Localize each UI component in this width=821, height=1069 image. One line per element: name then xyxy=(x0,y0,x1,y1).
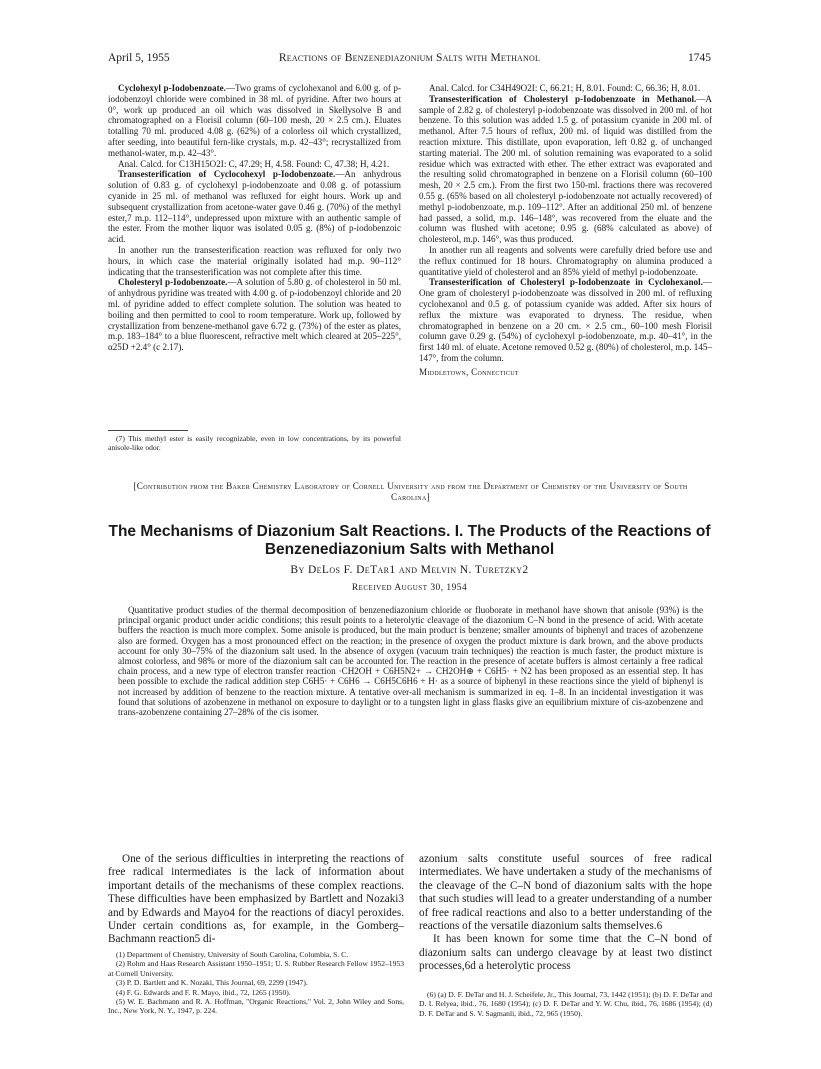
body-right-column xyxy=(419,853,712,974)
paragraph-another-run: In another run the transesterification reaction was refluxed for only two hours, in which case the material originally isolated had m.p. 90–112° indicating that the transesterification was not complete after this time. xyxy=(108,244,401,277)
paragraph-text: —A solution of 5.80 g. of cholesterol in 50 ml. of anhydrous pyridine was treated with 4.00 g. of p-iodobenzoyl chloride and 20 ml. of pyridine added to effect complete solution. The solution was heated to boiling and then permitted to cool to room temperature. Work up, followed by crystallization from benzene-methanol gave 6.72 g. (73%) of the ester as plates, m.p. 183–184° to a blue fluorescent, refractive melt which cleared at 205–225°, α25D +2.4° (c 2.17). xyxy=(108,277,401,353)
body-paragraph-continued: azonium salts constitute useful sources of free radical intermediates. We have undertaken a study of the mechanisms of the cleavage of the C–N bond of diazonium salts with the hope that such studies will lead to a greater understanding of a number of free radical reactions and also to a better understanding of the reactions of the versatile diazonium salts themselves.6 xyxy=(419,853,712,933)
paragraph-another-run-dried: In another run all reagents and solvents were carefully dried before use and the reflux continued for 18 hours. Chromatography on alumina produced a quantitative yield of cholesterol and an 85% yield of methyl p-iodobenzoate. xyxy=(419,244,712,277)
paragraph-cyclohexyl xyxy=(108,83,401,159)
paragraph-text: —An anhydrous solution of 0.83 g. of cyclohexyl p-iodobenzoate and 0.08 g. of potassium cyanide in 25 ml. of methanol was refluxed for eight hours. Work up and subsequent crystallization from acetone-water gave 0.46 g. (70%) of the methyl ester,7 m.p. 112–114°, undepressed upon mixture with an authentic sample of the ester. From the mother liquor was isolated 0.05 g. (8%) of p-iodobenzoic acid. xyxy=(108,169,401,245)
paragraph-text: —A sample of 2.82 g. of cholesteryl p-iodobenzoate was dissolved in 200 ml. of hot benzene. To this solution was added 1.5 g. of potassium cyanide in 200 ml. of methanol. After 7.5 hours of reflux, 200 ml. of liquid was distilled from the reaction mixture. This distillate, upon evaporation, left 0.82 g. of unchanged starting material. The 200 ml. of solution remaining was evaporated to a solid residue which was extracted with ether. The ether extract was evaporated and the resulting solid chromatographed in benzene on a Florisil column (60–100 mesh, 20 × 2.5 cm.). From the first two 150-ml. fractions there was recovered 0.55 g. (65% based on all cholesteryl p-iodobenzoate not actually recovered) of methyl p-iodobenzoate, m.p. 109–112°. After an additional 250 ml. of benzene had passed, a solid, m.p. 146–148°, was recovered from the eluate and the column was flushed with acetone; 0.95 g. (68% calculated as above) of cholesterol, m.p. 146°, was thus produced. xyxy=(419,93,712,245)
run-in-heading: Transesterification of Cyclocohexyl p-Iodobenzoate. xyxy=(118,169,336,180)
contribution-line: [Contribution from the Baker Chemistry Laboratory of Cornell University and from the Department of Chemistry of the University of South Carolina] xyxy=(133,481,688,502)
abstract-text: Quantitative product studies of the thermal decomposition of benzenediazonium chloride or fluoborate in methanol have shown that anisole (93%) is the principal organic product under acidic conditions; this result points to a heterolytic cleavage of the diazonium C–N bond in the presence of acid. With acetate buffers the reaction is much more complex. Some anisole is produced, but the main product is benzene; smaller amounts of biphenyl and traces of azobenzene also are formed. Oxygen has a most pronounced effect on the reaction; in the presence of oxygen the product mixture is dark brown, and the above products account for only 30–75% of the diazonium salt used. In the absence of oxygen (vacuum train techniques) the reaction is much faster, the product mixture is almost colorless, and 98% or more of the diazonium salt can be accounted for. The reaction in the presence of acetate buffers is almost certainly a free radical chain process, and a new type of electron transfer reaction ·CH2OH + C6H5N2+ → CH2OH⊕ + C6H5· + N2 has been proposed as an essential step. It has been possible to exclude the radical addition step C6H5· + C6H6 → C6H5C6H6 + H· as a source of biphenyl in these reactions since the yield of biphenyl is not increased by addition of benzene to the reaction mixture. A tentative over-all mechanism is summarized in eq. 1–8. In an incidental investigation it was found that solutions of azobenzene in methanol on exposure to daylight or to a tungsten light in glass flasks give an equilibrium mixture of cis-azobenzene and trans-azobenzene containing 27–28% of the cis isomer. xyxy=(118,605,703,718)
footnote-1: (1) Department of Chemistry, University of South Carolina, Columbia, S. C. xyxy=(116,950,349,959)
footnote-rule xyxy=(108,430,188,431)
body-left-column xyxy=(108,853,404,947)
header-date: April 5, 1955 xyxy=(108,52,170,64)
paragraph-transesterification-cyclohexyl xyxy=(108,169,401,245)
footnote-7 xyxy=(108,434,401,453)
article-title-line2: Benzenediazonium Salts with Methanol xyxy=(264,541,555,558)
received-date: Received August 30, 1954 xyxy=(351,583,468,593)
article-title xyxy=(108,523,711,559)
paragraph-text: —One gram of cholesteryl p-iodobenzoate was dissolved in 200 ml. of refluxing cyclohexanol and 0.5 g. of potassium cyanide was added. After six hours of reflux the mixture was evaporated to dryness. The residue, when chromatographed in benzene on a 20 cm. × 2.5 cm., 60–100 mesh Florisil column gave 0.29 g. (54%) of cyclohexyl p-iodobenzoate, m.p. 40–41°, in the first 140 ml. of eluate. Acetone removed 0.52 g. (80%) of cholesterol, m.p. 145–147°, from the column. xyxy=(419,277,712,363)
article-title-line1: The Mechanisms of Diazonium Salt Reactions. I. The Products of the Reactions of xyxy=(108,523,711,540)
footnote-text: (7) This methyl ester is easily recognizable, even in low concentrations, by its powerful anisole-like odor. xyxy=(108,434,401,453)
running-header xyxy=(108,52,711,68)
run-in-heading: Cholesteryl p-Iodobenzoate. xyxy=(118,277,228,288)
place-signature: Middletown, Connecticut xyxy=(419,366,519,377)
footnotes-left xyxy=(108,950,404,1016)
paragraph-text: —Two grams of cyclohexanol and 6.00 g. of p-iodobenzoyl chloride were combined in 38 ml. of pyridine. After two hours at 0°, work up produced an oil which was dissolved in Skellysolve B and chromatographed on a Florisil column (60–100 mesh, 20 × 2.5 cm.). Eluates totalling 70 ml. produced 4.08 g. (62%) of a colorless oil which crystallized, after seeding, into beautiful fern-like crystals, m.p. 42–43°; recrystallized from methanol-water, m.p. 42–43°. xyxy=(108,83,402,158)
right-column-experimental xyxy=(419,83,712,378)
article-authors: By DeLos F. DeTar1 and Melvin N. Turetzky2 xyxy=(290,564,529,576)
footnote-2: (2) Rohm and Haas Research Assistant 1950–1951; U. S. Rubber Research Fellow 1952–1953 at Cornell University. xyxy=(108,959,404,978)
footnote-6 xyxy=(419,990,712,1018)
article-abstract xyxy=(118,605,703,717)
run-in-heading: Transesterification of Cholesteryl p-Iodobenzoate in Methanol. xyxy=(429,93,697,104)
body-paragraph-cleavage: It has been known for some time that the C–N bond of diazonium salts can undergo cleavage by at least two distinct processes,6d a heterolytic process xyxy=(419,933,712,973)
header-running-title: Reactions of Benzenediazonium Salts with Methanol xyxy=(278,52,541,64)
paragraph-transesterification-methanol xyxy=(419,94,712,245)
footnote-4: (4) F. G. Edwards and F. R. Mayo, ibid., 72, 1265 (1950). xyxy=(116,987,291,997)
footnote-5: (5) W. E. Bachmann and R. A. Hoffman, "Organic Reactions," Vol. 2, John Wiley and Sons, Inc., New York, N. Y., 1947, p. 224. xyxy=(108,997,404,1016)
footnote-6-text: (6) (a) D. F. DeTar and H. J. Scheifele, Jr., This Journal, 73, 1442 (1951); (b) D. F. DeTar and D. I. Relyea, ibid., 76, 1680 (1954); (c) D. F. DeTar and Y. W. Chu, ibid., 76, 1686 (1954); (d) D. F. DeTar and S. V. Sagmanli, ibid., 72, 965 (1950). xyxy=(419,990,712,1018)
body-paragraph-intro: One of the serious difficulties in interpreting the reactions of free radical intermediates is the lack of information about important details of the mechanisms of these complex reactions. These difficulties have been emphasized by Bartlett and Nozaki3 and by Edwards and Mayo4 for the reactions of diacyl peroxides. Under certain conditions as, for example, in the Gomberg–Bachmann reaction5 di- xyxy=(108,853,404,946)
paragraph-cholesteryl xyxy=(108,277,401,353)
paragraph-analysis-cholesteryl: Anal. Calcd. for C34H49O2I: C, 66.21; H, 8.01. Found: C, 66.36; H, 8.01. xyxy=(429,83,701,93)
paragraph-analysis: Anal. Calcd. for C13H15O2I: C, 47.29; H, 4.58. Found: C, 47.38; H, 4.21. xyxy=(118,158,390,169)
run-in-heading: Transesterification of Cholesteryl p-Iodobenzoate in Cyclohexanol. xyxy=(429,277,703,288)
paragraph-transesterification-cyclohexanol xyxy=(419,277,712,363)
footnote-3: (3) P. D. Bartlett and K. Nozaki, This Journal, 69, 2299 (1947). xyxy=(116,978,308,988)
left-column-experimental xyxy=(108,83,401,353)
run-in-heading: Cyclohexyl p-Iodobenzoate. xyxy=(118,83,226,93)
header-page-number: 1745 xyxy=(688,52,711,64)
